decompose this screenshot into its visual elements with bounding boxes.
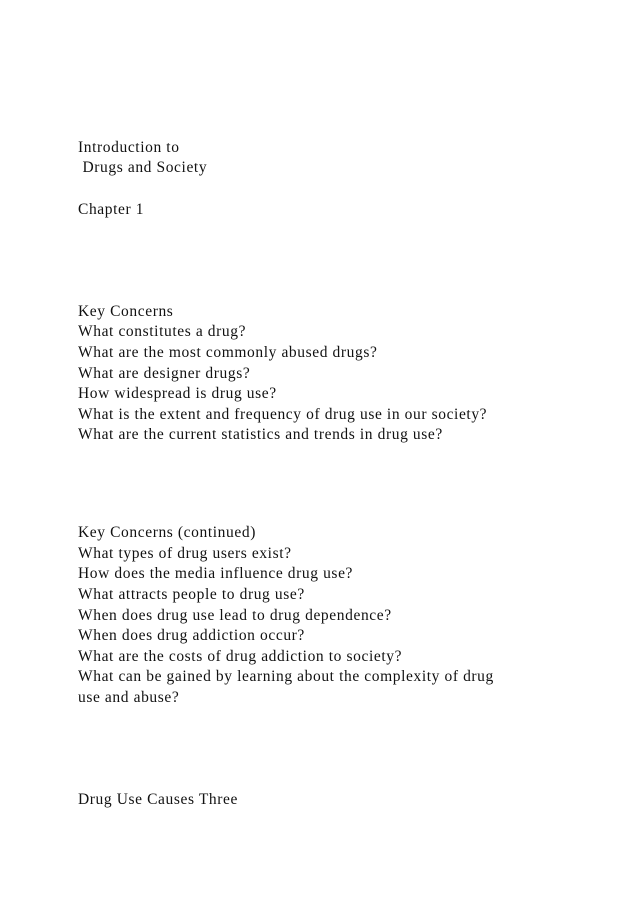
title-line-1: Introduction to — [78, 139, 180, 156]
list-item: What is the extent and frequency of drug use in our society? — [78, 406, 488, 423]
section-heading-drug-use-causes: Drug Use Causes Three — [78, 791, 238, 808]
title-line-2: Drugs and Society — [78, 159, 208, 176]
list-item: When does drug use lead to drug dependence? — [78, 607, 392, 624]
list-item: What are designer drugs? — [78, 365, 251, 382]
section-heading-key-concerns: Key Concerns — [78, 303, 174, 320]
list-item: What constitutes a drug? — [78, 323, 247, 340]
list-item: What attracts people to drug use? — [78, 586, 305, 603]
chapter-label: Chapter 1 — [78, 201, 145, 218]
list-item-continuation: use and abuse? — [78, 689, 180, 706]
list-item: What can be gained by learning about the complexity of drug — [78, 668, 494, 685]
list-item: How widespread is drug use? — [78, 385, 277, 402]
section-heading-key-concerns-continued: Key Concerns (continued) — [78, 524, 256, 541]
list-item: How does the media influence drug use? — [78, 565, 354, 582]
list-item: What types of drug users exist? — [78, 545, 292, 562]
list-item: What are the current statistics and trends in drug use? — [78, 426, 443, 443]
list-item: What are the costs of drug addiction to society? — [78, 648, 403, 665]
list-item: When does drug addiction occur? — [78, 627, 305, 644]
list-item: What are the most commonly abused drugs? — [78, 344, 378, 361]
